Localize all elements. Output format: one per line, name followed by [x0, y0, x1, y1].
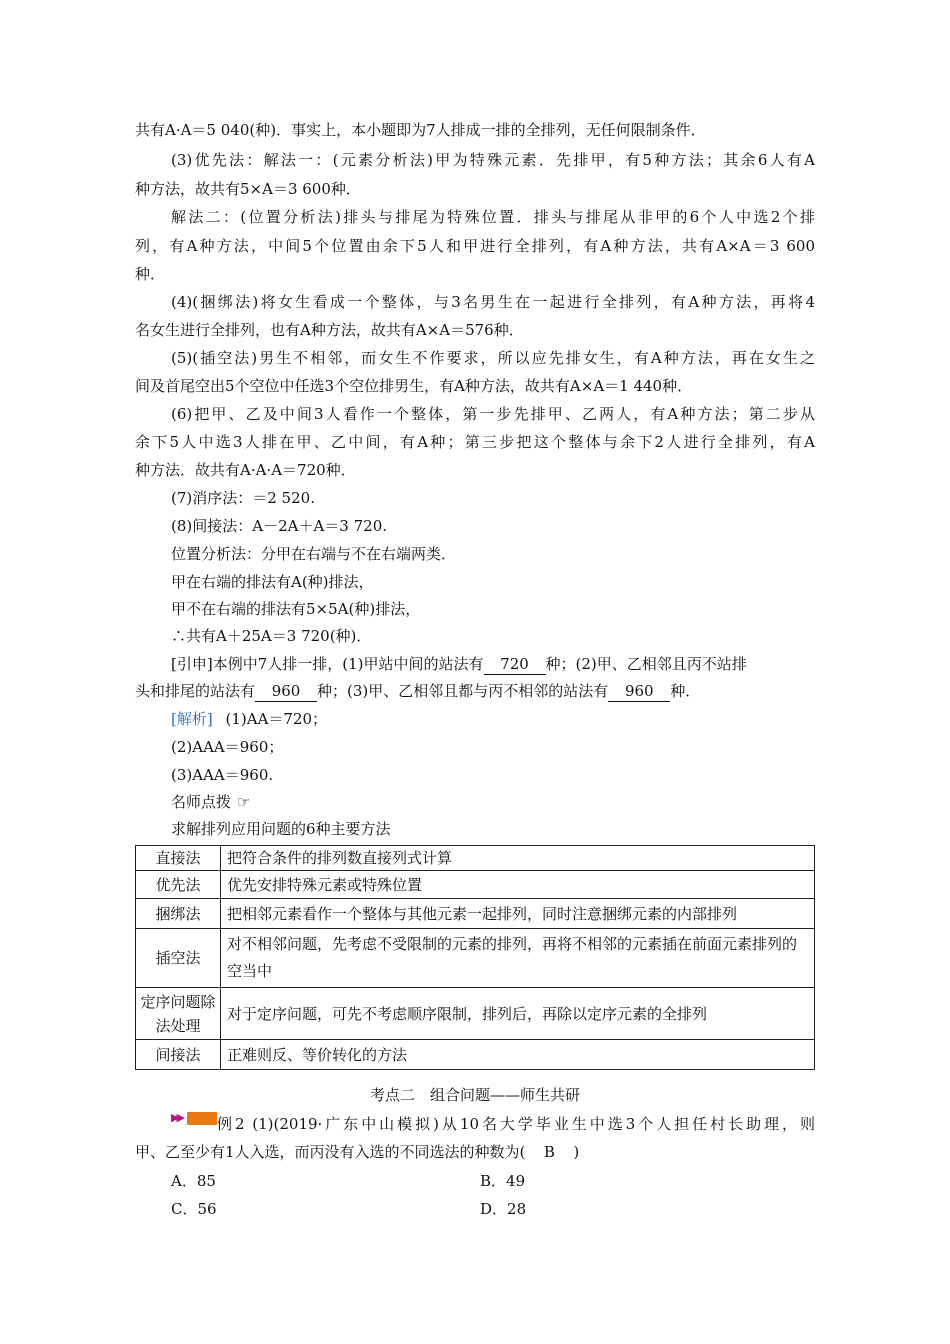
- yinshen-text: [引申]本例中7人排一排，(1)甲站中间的站法有: [171, 655, 484, 673]
- method-desc: 对于定序问题，可先不考虑顺序限制，排列后，再除以定序元素的全排列: [221, 988, 815, 1040]
- jiexi-line: [171, 709, 327, 729]
- example-line: 例2 (1)(2019·广东中山模拟)从10名大学毕业生中选3个人担任村长助理，则: [217, 1115, 815, 1133]
- method-desc: 正难则反、等价转化的方法: [221, 1040, 815, 1070]
- example-marker-icon: [171, 1111, 217, 1125]
- text-line: 种方法．故共有A·A·A＝720种．: [135, 461, 356, 479]
- text-line: ∴共有A＋25A＝3 720(种)．: [171, 627, 372, 645]
- text-line: 位置分析法：分甲在右端与不在右端两类．: [171, 545, 457, 563]
- text-line: (8)间接法：A－2A＋A＝3 720.: [171, 517, 387, 535]
- method-desc: 把相邻元素看作一个整体与其他元素一起排列，同时注意捆绑元素的内部排列: [221, 899, 815, 929]
- option-b: B．49: [480, 1172, 526, 1190]
- table-row: [136, 988, 815, 1040]
- jiexi-answer: (3)AAA＝960.: [171, 766, 274, 784]
- section-title: 考点二 组合问题——师生共研: [369, 1086, 580, 1104]
- text-line: (7)消序法：＝2 520.: [171, 489, 315, 507]
- method-name: 捆绑法: [136, 899, 221, 929]
- tips-title: 名师点拨: [171, 793, 232, 811]
- method-name: 插空法: [136, 929, 221, 988]
- text-line: (6)把甲、乙及中间3人看作一个整体，第一步先排甲、乙两人，有A种方法；第二步从: [171, 405, 815, 423]
- methods-table: [135, 845, 815, 1070]
- method-name: 直接法: [136, 846, 221, 871]
- example-answer: B: [543, 1143, 555, 1161]
- yinshen-line-2: [135, 681, 700, 702]
- example-text: 甲、乙至少有1人入选，而丙没有入选的不同选法的种数为(: [135, 1143, 526, 1161]
- jiexi-label: [解析]: [171, 710, 213, 728]
- text-line: (3)优先法：解法一：(元素分析法)甲为特殊元素．先排甲，有5种方法；其余6人有A: [171, 151, 815, 169]
- text-line: 列，有A种方法，中间5个位置由余下5人和甲进行全排列，有A种方法，共有A×A＝3 600: [135, 237, 815, 255]
- method-name: 间接法: [136, 1040, 221, 1070]
- tips-heading: [171, 792, 250, 812]
- yinshen-text: 种；(2)甲、乙相邻且丙不站排: [545, 655, 747, 673]
- table-row: [136, 871, 815, 899]
- text-line: 名女生进行全排列，也有A种方法，故共有A×A＝576种．: [135, 321, 524, 339]
- method-desc: 对不相邻问题，先考虑不受限制的元素的排列，再将不相邻的元素插在前面元素排列的空当中: [221, 929, 815, 988]
- text-line: 间及首尾空出5个空位中任选3个空位排男生，有A种方法，故共有A×A＝1 440种．: [135, 377, 693, 395]
- example-line-2: [135, 1142, 579, 1162]
- answer-blank: 960: [608, 681, 670, 702]
- text-line: 共有A·A＝5 040(种)．事实上，本小题即为7人排成一排的全排列，无任何限制条件．: [135, 121, 706, 139]
- text-line: 余下5人中选3人排在甲、乙中间，有A种；第三步把这个整体与余下2人进行全排列，有A: [135, 433, 815, 451]
- table-row: [136, 929, 815, 988]
- answer-blank: 720: [484, 654, 546, 675]
- yinshen-text: 种；(3)甲、乙相邻且都与丙不相邻的站法有: [317, 682, 609, 700]
- table-row: [136, 846, 815, 871]
- text-line: (4)(捆绑法)将女生看成一个整体，与3名男生在一起进行全排列，有A种方法，再将4: [171, 293, 815, 311]
- table-row: [136, 1040, 815, 1070]
- table-title: 求解排列应用问题的6种主要方法: [171, 820, 391, 838]
- jiexi-answer: (1)AA＝720；: [225, 710, 328, 728]
- double-arrow-icon: ▶▶: [171, 1111, 182, 1124]
- example-text: ): [573, 1143, 580, 1161]
- method-desc: 把符合条件的排列数直接列式计算: [221, 846, 815, 871]
- method-name: 定序问题除法处理: [136, 988, 221, 1040]
- text-line: 甲不在右端的排法有5×5A(种)排法，: [171, 600, 421, 618]
- text-line: 甲在右端的排法有A(种)排法，: [171, 573, 374, 591]
- option-c: C．56: [171, 1200, 217, 1218]
- method-name: 优先法: [136, 871, 221, 899]
- answer-blank: 960: [255, 681, 317, 702]
- option-a: A．85: [171, 1172, 216, 1190]
- table-row: [136, 899, 815, 929]
- pointing-hand-icon: ☞: [237, 793, 251, 811]
- yinshen-line-1: [171, 654, 747, 675]
- yinshen-text: 头和排尾的站法有: [135, 682, 256, 700]
- yinshen-text: 种．: [670, 682, 701, 700]
- text-line: 种方法，故共有5×A＝3 600种．: [135, 180, 361, 198]
- option-d: D．28: [480, 1200, 527, 1218]
- text-line: (5)(插空法)男生不相邻，而女生不作要求，所以应先排女生，有A种方法，再在女生之: [171, 349, 815, 367]
- jiexi-answer: (2)AAA＝960；: [171, 738, 284, 756]
- text-line: 种．: [135, 265, 166, 283]
- method-desc: 优先安排特殊元素或特殊位置: [221, 871, 815, 899]
- text-line: 解法二：(位置分析法)排头与排尾为特殊位置．排头与排尾从非甲的6个人中选2个排: [171, 208, 815, 226]
- orange-tag-icon: [187, 1112, 217, 1125]
